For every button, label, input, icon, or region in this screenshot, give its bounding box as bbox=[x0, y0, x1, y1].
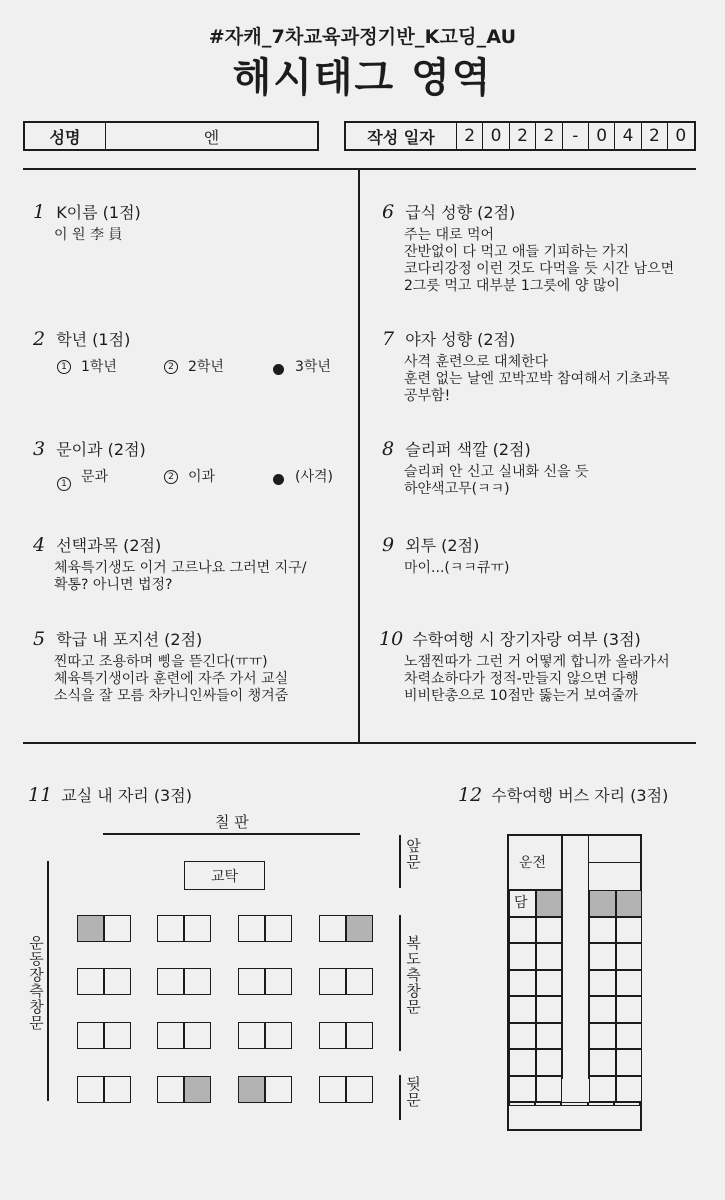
page-title: 해시태그 영역 bbox=[232, 55, 493, 101]
name-value: 엔 bbox=[203, 127, 220, 147]
date-digits bbox=[456, 123, 694, 149]
option-circle[interactable]: 1 bbox=[57, 477, 71, 491]
classroom-seat[interactable] bbox=[265, 968, 292, 995]
bus-layout bbox=[507, 834, 642, 1131]
question-number: 4 bbox=[33, 534, 46, 556]
date-digit: - bbox=[562, 123, 588, 149]
question-5 bbox=[33, 627, 353, 705]
bus-seat[interactable] bbox=[509, 1049, 536, 1076]
question-number: 6 bbox=[382, 201, 395, 223]
bus-seat[interactable] bbox=[616, 970, 643, 997]
classroom-seat[interactable] bbox=[77, 915, 104, 942]
question-12 bbox=[458, 783, 668, 806]
classroom-seat[interactable] bbox=[346, 968, 373, 995]
selected-dot-icon[interactable] bbox=[273, 364, 284, 375]
classroom-seat[interactable] bbox=[104, 1076, 131, 1103]
bus-seat[interactable] bbox=[536, 943, 563, 970]
classroom-seat[interactable] bbox=[265, 1076, 292, 1103]
bus-seat[interactable] bbox=[509, 943, 536, 970]
date-digit: 2 bbox=[509, 123, 535, 149]
question-title: 수학여행 버스 자리 (3점) bbox=[491, 786, 669, 805]
bus-seat[interactable] bbox=[509, 1023, 536, 1050]
bus-seat[interactable] bbox=[509, 917, 536, 944]
bus-seat[interactable] bbox=[589, 917, 616, 944]
bus-seat[interactable] bbox=[535, 1102, 561, 1106]
question-number: 2 bbox=[33, 328, 46, 350]
classroom-seat[interactable] bbox=[346, 915, 373, 942]
field-window-label: 운동장측창문 bbox=[27, 935, 45, 1031]
classroom-seat[interactable] bbox=[238, 1076, 265, 1103]
option-label: 3학년 bbox=[295, 359, 331, 375]
blackboard-line bbox=[103, 833, 360, 835]
bus-seat[interactable] bbox=[589, 890, 616, 917]
name-box bbox=[23, 121, 319, 151]
question-title: 학년 (1점) bbox=[56, 330, 131, 349]
classroom-seat[interactable] bbox=[77, 1076, 104, 1103]
bottom-divider bbox=[23, 742, 696, 744]
question-7 bbox=[382, 327, 702, 405]
date-digit: 4 bbox=[614, 123, 640, 149]
classroom-seat[interactable] bbox=[184, 1022, 211, 1049]
question-title: 외투 (2점) bbox=[405, 536, 480, 555]
question-title: 급식 성향 (2점) bbox=[405, 203, 516, 222]
classroom-seat[interactable] bbox=[238, 915, 265, 942]
date-digit: 2 bbox=[641, 123, 667, 149]
question-number: 8 bbox=[382, 438, 395, 460]
question-11 bbox=[28, 783, 192, 806]
bus-seat[interactable] bbox=[536, 970, 563, 997]
answer-line: 잔반없이 다 먹고 애들 기피하는 가지 bbox=[404, 244, 630, 260]
question-8 bbox=[382, 437, 702, 498]
option-circle[interactable]: 1 bbox=[57, 360, 71, 374]
bus-seat[interactable] bbox=[616, 917, 643, 944]
bus-seat[interactable] bbox=[536, 1076, 563, 1103]
option-label: 문과 bbox=[81, 469, 109, 485]
classroom-seat[interactable] bbox=[319, 1022, 346, 1049]
bus-seat[interactable] bbox=[589, 943, 616, 970]
classroom-seat[interactable] bbox=[104, 968, 131, 995]
question-2 bbox=[33, 327, 353, 380]
classroom-seat[interactable] bbox=[184, 1076, 211, 1103]
bus-seat[interactable] bbox=[536, 1023, 563, 1050]
answer-line: 코다리강정 이런 것도 다먹을 듯 시간 남으면 bbox=[404, 261, 675, 277]
bus-seat[interactable] bbox=[589, 1076, 616, 1103]
classroom-seat[interactable] bbox=[346, 1022, 373, 1049]
question-title: 수학여행 시 장기자랑 여부 (3점) bbox=[412, 630, 641, 649]
bus-seat[interactable] bbox=[616, 943, 643, 970]
classroom-seat[interactable] bbox=[265, 915, 292, 942]
bus-seat[interactable] bbox=[589, 1049, 616, 1076]
question-number: 3 bbox=[33, 438, 46, 460]
bus-seat[interactable] bbox=[509, 1102, 535, 1106]
option-label: (사격) bbox=[295, 469, 333, 485]
bus-seat[interactable] bbox=[616, 1023, 643, 1050]
classroom-seat[interactable] bbox=[346, 1076, 373, 1103]
answer-line: 체육특기생도 이거 고르나요 그러면 지구/ bbox=[54, 560, 307, 576]
classroom-seat[interactable] bbox=[319, 968, 346, 995]
bus-seat[interactable] bbox=[616, 890, 643, 917]
date-digit: 2 bbox=[535, 123, 561, 149]
question-number: 11 bbox=[28, 784, 53, 806]
question-3 bbox=[33, 437, 353, 494]
bus-seat[interactable] bbox=[616, 1049, 643, 1076]
teacher-desk bbox=[184, 861, 265, 890]
question-10 bbox=[379, 627, 709, 705]
option-label: 이과 bbox=[188, 469, 216, 485]
question-number: 12 bbox=[458, 784, 483, 806]
classroom-seat[interactable] bbox=[77, 968, 104, 995]
left-wall bbox=[47, 861, 49, 1101]
bus-seat[interactable] bbox=[536, 996, 563, 1023]
question-number: 7 bbox=[382, 328, 395, 350]
date-digit: 2 bbox=[456, 123, 482, 149]
answer-line: 체육특기생이라 훈련에 자주 가서 교실 bbox=[54, 671, 289, 687]
bus-seat[interactable] bbox=[589, 970, 616, 997]
question-number: 5 bbox=[33, 628, 46, 650]
question-title: K이름 (1점) bbox=[56, 203, 141, 222]
hall-window-label: 복도측창문 bbox=[404, 935, 422, 1015]
answer-line: 마이...(ㅋㅋ큐ㅠ) bbox=[404, 560, 510, 576]
answer-line: 주는 대로 먹어 bbox=[404, 227, 495, 243]
date-label: 작성 일자 bbox=[367, 127, 435, 147]
bus-seat[interactable] bbox=[536, 1049, 563, 1076]
name-label: 성명 bbox=[49, 127, 81, 147]
bus-driver-label: 운전 bbox=[519, 855, 547, 871]
bus-seat[interactable] bbox=[616, 996, 643, 1023]
date-digit: 0 bbox=[482, 123, 508, 149]
answer-line: 사격 훈련으로 대체한다 bbox=[404, 354, 549, 370]
option-label: 2학년 bbox=[188, 359, 224, 375]
bus-door-area bbox=[589, 836, 640, 863]
question-title: 야자 성향 (2점) bbox=[405, 330, 516, 349]
option-label: 1학년 bbox=[81, 359, 117, 375]
question-1 bbox=[33, 200, 353, 244]
classroom-seat[interactable] bbox=[104, 1022, 131, 1049]
bus-seat[interactable] bbox=[614, 1102, 640, 1106]
question-title: 교실 내 자리 (3점) bbox=[61, 786, 192, 805]
bus-seat[interactable] bbox=[509, 970, 536, 997]
classroom-seat[interactable] bbox=[184, 968, 211, 995]
date-box bbox=[344, 121, 696, 151]
front-door-label: 앞문 bbox=[404, 838, 422, 870]
classroom-seat[interactable] bbox=[157, 968, 184, 995]
question-4 bbox=[33, 533, 353, 594]
bus-guide-label: 담 bbox=[514, 895, 528, 911]
question-title: 슬리퍼 색깔 (2점) bbox=[405, 440, 531, 459]
bus-seat[interactable] bbox=[509, 1076, 536, 1103]
answer-line: 슬리퍼 안 신고 실내화 신을 듯 bbox=[404, 464, 589, 480]
answer-line: 훈련 없는 날엔 꼬박꼬박 참여해서 기초과목 bbox=[404, 371, 670, 387]
bus-seat[interactable] bbox=[589, 1023, 616, 1050]
question-9 bbox=[382, 533, 702, 577]
answer-line: 노잼찐따가 그런 거 어떻게 합니까 올라가서 bbox=[404, 654, 670, 670]
blackboard-label: 칠 판 bbox=[215, 813, 249, 831]
question-6 bbox=[382, 200, 702, 295]
back-door-label: 뒷문 bbox=[404, 1076, 422, 1108]
answer-line: 비비탄총으로 10점만 뚫는거 보여줄까 bbox=[404, 688, 639, 704]
question-title: 학급 내 포지션 (2점) bbox=[56, 630, 203, 649]
answer-line: 찐따고 조용하며 삥을 뜯긴다(ㅠㅠ) bbox=[54, 654, 268, 670]
selected-dot-icon[interactable] bbox=[273, 474, 284, 485]
answer-line: 2그릇 먹고 대부분 1그릇에 양 많이 bbox=[404, 278, 620, 294]
answer-line: 이 원 李 員 bbox=[54, 227, 123, 243]
hashtag-title: #자캐_7차교육과정기반_K고딩_AU bbox=[208, 26, 517, 48]
question-number: 9 bbox=[382, 534, 395, 556]
classroom-seat[interactable] bbox=[184, 915, 211, 942]
classroom-seat[interactable] bbox=[238, 1022, 265, 1049]
answer-line: 확통? 아니면 법정? bbox=[54, 577, 173, 593]
question-title: 선택과목 (2점) bbox=[56, 536, 162, 555]
question-number: 1 bbox=[33, 201, 46, 223]
bus-seat[interactable] bbox=[588, 1102, 614, 1106]
hall-window-wall bbox=[399, 915, 401, 1051]
bus-seat[interactable] bbox=[561, 1102, 587, 1106]
teacher-desk-label: 교탁 bbox=[210, 868, 239, 885]
back-door-wall bbox=[399, 1075, 401, 1120]
classroom-seat[interactable] bbox=[157, 1022, 184, 1049]
answer-line: 하얀색고무(ㅋㅋ) bbox=[404, 481, 510, 497]
bus-seat[interactable] bbox=[509, 996, 536, 1023]
date-digit: 0 bbox=[588, 123, 614, 149]
bus-aisle bbox=[562, 836, 589, 1079]
bus-seat[interactable] bbox=[536, 890, 563, 917]
classroom-seat[interactable] bbox=[157, 915, 184, 942]
center-divider bbox=[358, 168, 360, 744]
classroom-seat[interactable] bbox=[238, 968, 265, 995]
classroom-seat[interactable] bbox=[319, 1076, 346, 1103]
option-circle[interactable]: 2 bbox=[164, 470, 178, 484]
bus-seat[interactable] bbox=[589, 996, 616, 1023]
question-title: 문이과 (2점) bbox=[56, 440, 146, 459]
question-number: 10 bbox=[379, 628, 404, 650]
answer-line: 차력쇼하다가 정적-만들지 않으면 다행 bbox=[404, 671, 639, 687]
classroom-seat[interactable] bbox=[77, 1022, 104, 1049]
classroom-seat[interactable] bbox=[157, 1076, 184, 1103]
bus-seat[interactable] bbox=[536, 917, 563, 944]
date-digit: 0 bbox=[667, 123, 693, 149]
answer-line: 소식을 잘 모름 차카니인싸들이 챙겨줌 bbox=[54, 688, 289, 704]
classroom-seat[interactable] bbox=[104, 915, 131, 942]
front-door-wall bbox=[399, 835, 401, 888]
classroom-seat[interactable] bbox=[319, 915, 346, 942]
classroom-seat[interactable] bbox=[265, 1022, 292, 1049]
option-circle[interactable]: 2 bbox=[164, 360, 178, 374]
answer-line: 공부함! bbox=[404, 388, 451, 404]
bus-seat[interactable] bbox=[616, 1076, 643, 1103]
